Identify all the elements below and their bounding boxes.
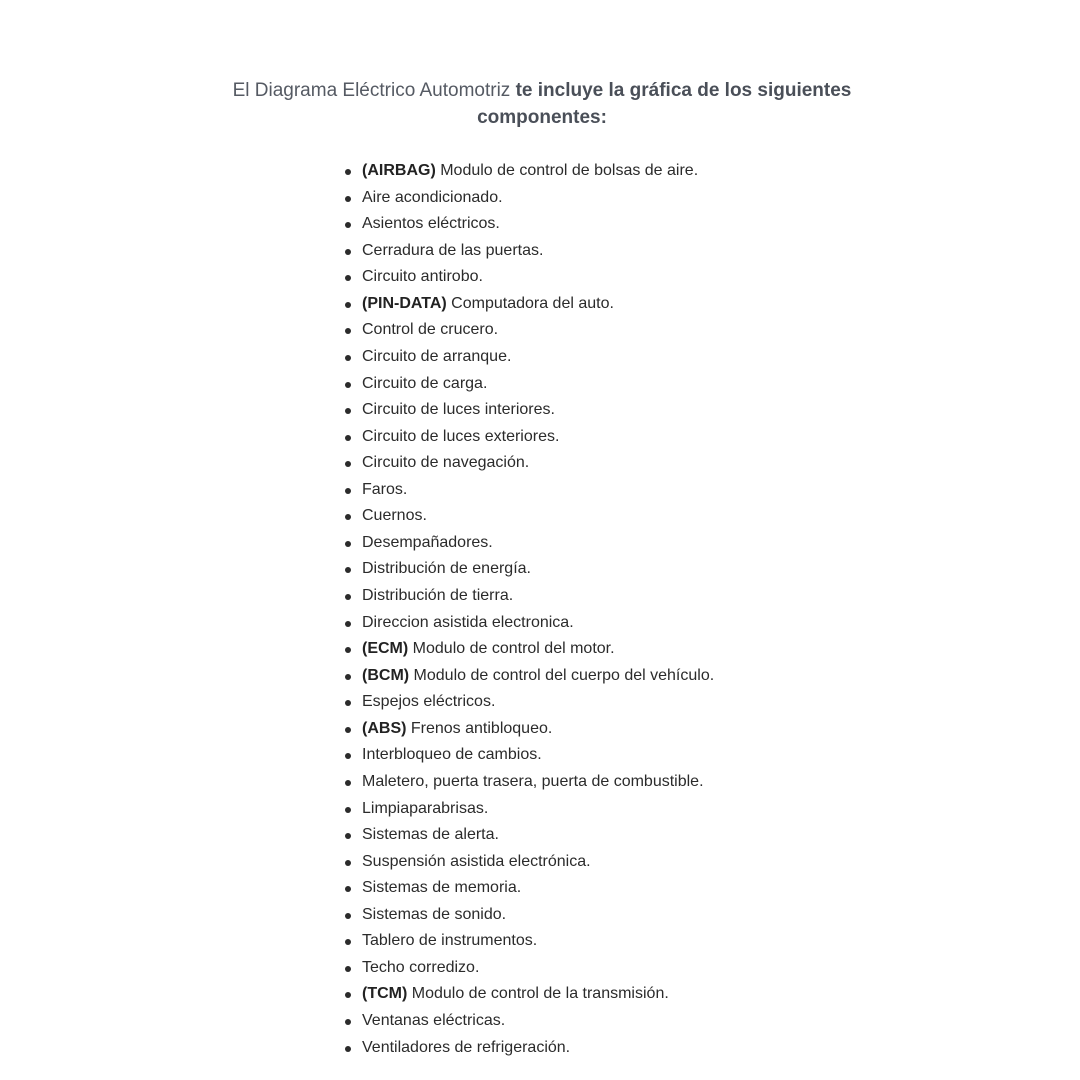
list-item (344, 928, 904, 955)
component-text: Ventiladores de refrigeración. (362, 1038, 571, 1056)
list-item (344, 981, 904, 1008)
page-heading (230, 77, 854, 131)
component-code: (BCM) (362, 666, 410, 684)
component-text: Espejos eléctricos. (362, 693, 496, 711)
component-code: (ABS) (362, 719, 407, 737)
list-item (344, 450, 904, 477)
list-item (344, 583, 904, 610)
list-item (344, 291, 904, 318)
component-code: (PIN-DATA) (362, 294, 447, 312)
list-item (344, 610, 904, 637)
list-item (344, 477, 904, 504)
component-text: Limpiaparabrisas. (362, 799, 489, 817)
list-item (344, 822, 904, 849)
heading-intro: El Diagrama Eléctrico Automotriz (232, 80, 516, 101)
component-text: Interbloqueo de cambios. (362, 746, 542, 764)
component-list (344, 158, 904, 1061)
component-code: (AIRBAG) (362, 162, 436, 179)
component-text: Circuito de arranque. (362, 347, 512, 365)
list-item (344, 264, 904, 291)
component-text: Circuito antirobo. (362, 268, 483, 286)
component-text: Computadora del auto. (446, 294, 614, 312)
component-text: Cuernos. (362, 507, 427, 525)
list-item (344, 503, 904, 530)
list-item (344, 158, 904, 185)
heading-emphasis: te incluye la gráfica de los siguientes componentes: (477, 80, 852, 128)
component-text: Modulo de control de la transmisión. (407, 985, 669, 1003)
component-text: Suspensión asistida electrónica. (362, 852, 591, 870)
component-text: Desempañadores. (362, 533, 493, 551)
component-text: Sistemas de memoria. (362, 879, 522, 897)
list-item (344, 955, 904, 982)
component-text: Faros. (362, 480, 408, 498)
component-text: Control de crucero. (362, 321, 499, 339)
list-item (344, 397, 904, 424)
component-text: Sistemas de alerta. (362, 826, 499, 844)
component-text: Circuito de navegación. (362, 454, 530, 472)
list-item (344, 689, 904, 716)
list-item (344, 663, 904, 690)
component-text: Tablero de instrumentos. (362, 932, 538, 950)
component-text: Modulo de control de bolsas de aire. (435, 162, 699, 179)
component-text: Ventanas eléctricas. (362, 1012, 506, 1029)
list-item (344, 742, 904, 769)
component-text: Direccion asistida electronica. (362, 613, 574, 631)
list-item (344, 636, 904, 663)
list-item (344, 769, 904, 796)
list-item (344, 1035, 904, 1062)
list-item (344, 875, 904, 902)
list-item (344, 1008, 904, 1035)
list-item (344, 556, 904, 583)
component-text: Modulo de control del motor. (408, 640, 615, 658)
component-text: Cerradura de las puertas. (362, 241, 544, 259)
component-text: Circuito de luces exteriores. (362, 427, 560, 445)
component-text: Distribución de tierra. (362, 587, 514, 604)
component-text: Maletero, puerta trasera, puerta de combustible. (362, 772, 704, 790)
list-item (344, 238, 904, 265)
list-item (344, 424, 904, 451)
list-item (344, 530, 904, 557)
component-text: Aire acondicionado. (362, 188, 503, 206)
component-text: Frenos antibloqueo. (406, 719, 553, 737)
component-text: Distribución de energía. (362, 560, 531, 578)
list-item (344, 185, 904, 212)
list-item (344, 211, 904, 238)
component-text: Asientos eléctricos. (362, 215, 500, 233)
list-item (344, 849, 904, 876)
component-text: Techo corredizo. (362, 958, 480, 976)
component-text: Sistemas de sonido. (362, 905, 507, 923)
list-item (344, 902, 904, 929)
list-item (344, 371, 904, 398)
component-text: Modulo de control del cuerpo del vehículo. (409, 666, 715, 684)
component-text: Circuito de carga. (362, 374, 488, 392)
list-item (344, 716, 904, 743)
list-item (344, 796, 904, 823)
component-text: Circuito de luces interiores. (362, 401, 555, 419)
component-code: (ECM) (362, 640, 409, 658)
list-item (344, 317, 904, 344)
component-code: (TCM) (362, 985, 408, 1003)
list-item (344, 344, 904, 371)
